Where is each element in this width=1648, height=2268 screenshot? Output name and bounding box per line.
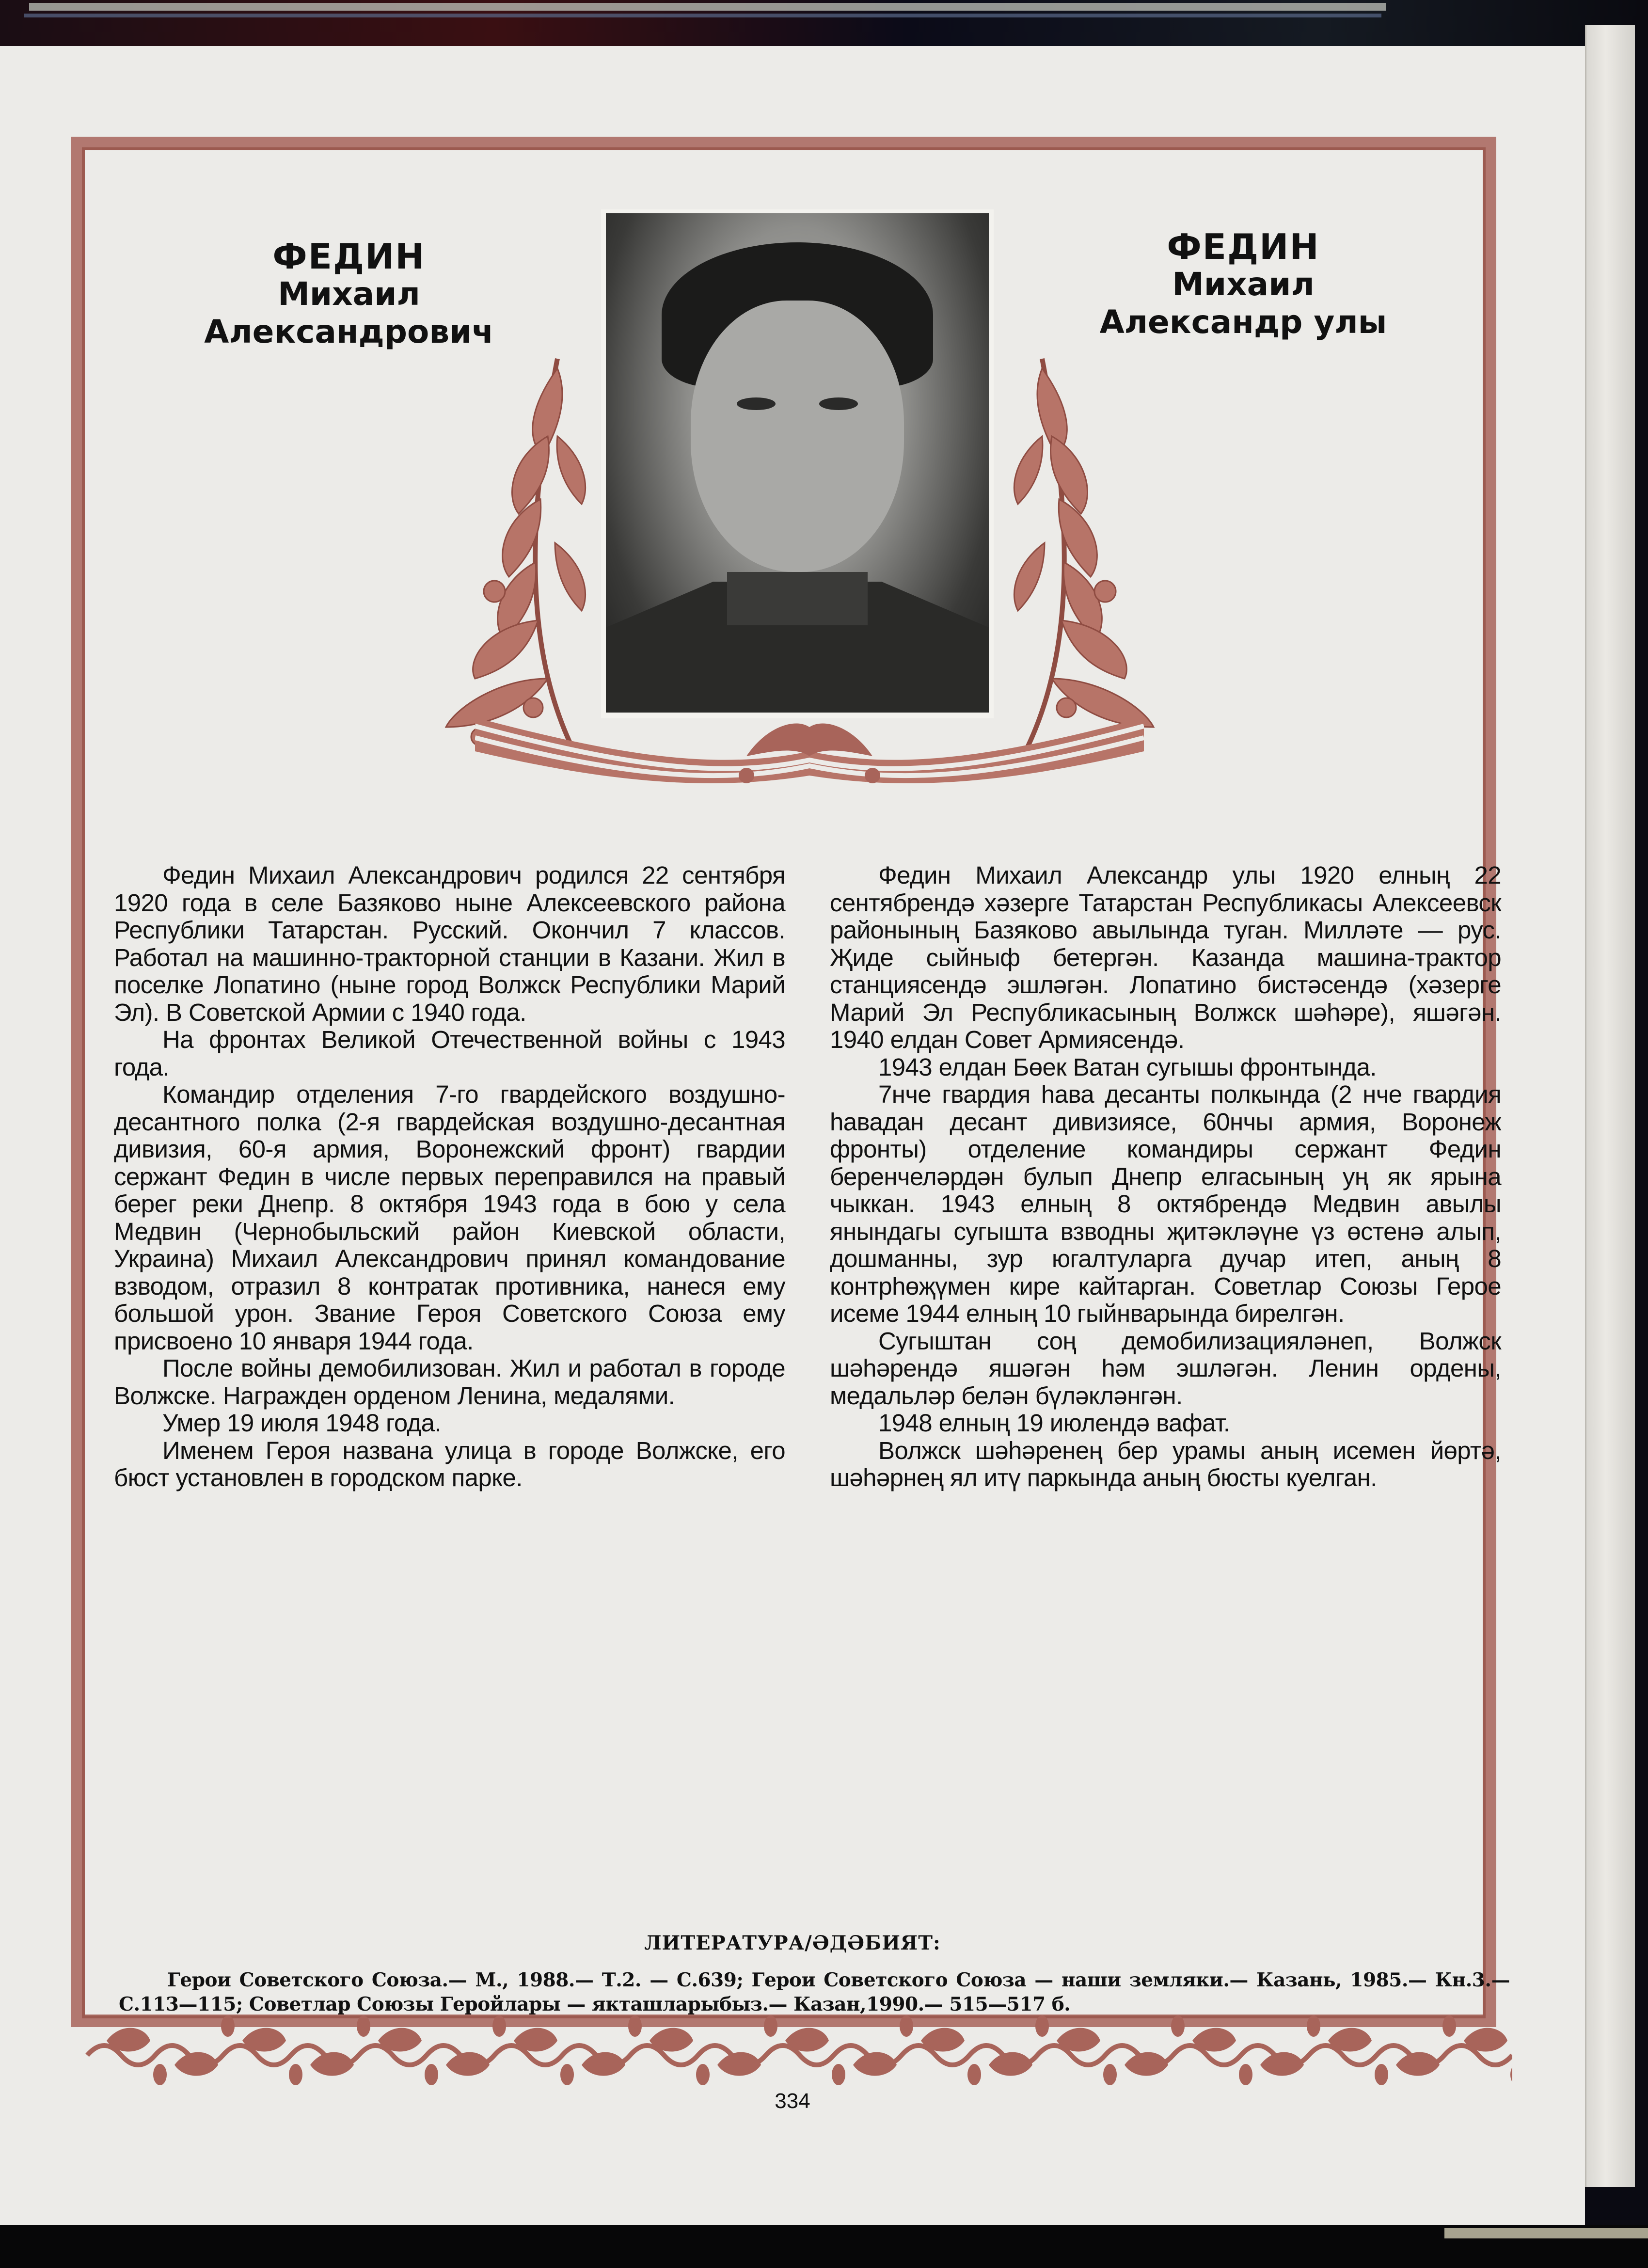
- paragraph: После войны демобилизован. Жил и работал в городе Волжске. Награжден орденом Ленина, медалями.: [114, 1354, 785, 1410]
- garland-leaf: [446, 2052, 490, 2076]
- garland-leaf: [582, 2052, 625, 2076]
- paragraph: 1943 елдан Бөек Ватан сугышы фронтында.: [878, 1053, 1377, 1081]
- paragraph: 1948 елның 19 июлендә вафат.: [878, 1409, 1230, 1437]
- bookmark-ribbon: [24, 14, 1381, 17]
- paragraph: На фронтах Великой Отечественной войны с 1943 года.: [114, 1026, 785, 1081]
- garland-bud: [900, 2015, 913, 2037]
- garland-bud: [1035, 2015, 1049, 2037]
- literature-references: Герои Советского Союза.— М., 1988.— Т.2. — С.639; Герои Советского Союза — наши земляки.— Казань, 1985.— Кн.3.— С.113—115; Советлар Союзы Геройлары — якташларыбыз.— Казан,1990.— 515—517 б.: [119, 1969, 1510, 2015]
- patronymic: Александр улы: [1099, 303, 1387, 341]
- bookmark-ribbon: [29, 3, 1386, 11]
- hero-name-russian: [204, 238, 494, 351]
- garland-bud: [628, 2015, 642, 2037]
- leaf-garland-ornament-icon: [78, 2012, 1512, 2089]
- garland-bud: [289, 2064, 302, 2085]
- patronymic: Александрович: [204, 313, 494, 350]
- hero-portrait-photo: [606, 213, 989, 713]
- garland-bud: [1239, 2064, 1252, 2085]
- garland-bud: [560, 2064, 574, 2085]
- garland-bud: [492, 2015, 506, 2037]
- page-stack-edge: [1585, 25, 1635, 2187]
- garland-bud: [1375, 2064, 1388, 2085]
- garland-leaf: [853, 2052, 897, 2076]
- paragraph: 7нче гвардия һава десанты полкында (2 нче гвардия һавадан десант дивизиясе, 60нчы армия, Воронеж фронты) отделение командиры сержант Федин беренчеләрдән булып Днепр елгасының уң як ярына чыккан. 1943 елның 8 октябрендә Медвин авылы янындагы сугышта взводны җитәкләүне үз өстенә алып, дошманны, зур югалтуларга дучар итеп, аның 8 контрһөҗүмен кире кайтарган. Советлар Союзы Герое исеме 1944 елның 10 гыйнварында бирелгән.: [830, 1080, 1501, 1327]
- garland-leaf: [1396, 2052, 1440, 2076]
- literature-heading: ЛИТЕРАТУРА/ӘДӘБИЯТ:: [644, 1932, 941, 1954]
- paragraph: Командир отделения 7-го гвардейского воздушно-десантного полка (2-я гвардейская воздушно-десантная дивизия, 60-я армия, Воронежский фронт) гвардии сержант Федин в числе первых переправился на правый берег реки Днепр. 8 октября 1943 года в бою у села Медвин (Чернобыльский район Киевской области, Украина) Михаил Александрович принял командование взводом, отразил 8 контратак противника, нанеся ему большой урон. Звание Героя Советского Союза ему присвоено 10 января 1944 года.: [114, 1080, 785, 1355]
- paragraph: Федин Михаил Александр улы 1920 елның 22 сентябрендә хәзерге Татарстан Республикасы Алексеевск районының Базяково авылында туган. Милләте — рус. Җиде сыйныф бетергән. Казанда машина-трактор станциясендә эшләгән. Лопатино бистәсендә (хәзерге Марий Эл Республикасының Волжск шәһәре), яшәгән. 1940 елдан Совет Армиясендә.: [830, 861, 1501, 1053]
- paragraph: Волжск шәһәренең бер урамы аның исемен йөртә, шәһәрнең ял итү паркында аның бюсты куелган.: [830, 1436, 1501, 1491]
- portrait-eye: [819, 397, 858, 410]
- paragraph: Умер 19 июля 1948 года.: [162, 1409, 441, 1437]
- garland-bud: [1103, 2064, 1117, 2085]
- garland-bud: [1171, 2015, 1185, 2037]
- garland-leaf: [989, 2052, 1032, 2076]
- scan-background-bottom: [0, 2225, 1648, 2268]
- garland-bud: [696, 2064, 710, 2085]
- garland-bud: [1442, 2015, 1456, 2037]
- garland-leaf: [717, 2052, 761, 2076]
- portrait-face: [691, 301, 904, 572]
- biography-russian: [114, 862, 785, 1492]
- paragraph: Федин Михаил Александрович родился 22 сентября 1920 года в селе Базяково ныне Алексеевского района Республики Татарстан. Русский. Окончил 7 классов. Работал на машинно-тракторной станции в Казани. Жил в поселке Лопатино (ныне город Волжск Республики Марий Эл). В Советской Армии с 1940 года.: [114, 861, 785, 1026]
- portrait-collar: [727, 572, 868, 625]
- garland-bud: [1307, 2015, 1320, 2037]
- garland-bud: [357, 2015, 370, 2037]
- garland-bud: [967, 2064, 981, 2085]
- scan-background-top: [0, 0, 1648, 48]
- garland-leaf: [174, 2052, 218, 2076]
- biography-tatar: [830, 862, 1501, 1492]
- garland-bud: [764, 2015, 777, 2037]
- garland-leaf: [1260, 2052, 1304, 2076]
- garland-bud: [1510, 2064, 1512, 2085]
- bookmark-tab: [1444, 2228, 1648, 2238]
- portrait-eye: [737, 397, 776, 410]
- garland-leaf: [1125, 2052, 1168, 2076]
- hero-name-tatar: [1062, 228, 1425, 341]
- paragraph: Сугыштан соң демобилизацияләнеп, Волжск шәһәрендә яшәгән һәм эшләгән. Ленин ордены, медальләр белән бүләкләнгән.: [830, 1327, 1501, 1410]
- garland-bud: [153, 2064, 167, 2085]
- surname: ФЕДИН: [272, 236, 426, 277]
- given-name: Михаил: [1172, 266, 1315, 303]
- garland-leaf: [310, 2052, 354, 2076]
- page-number: 334: [775, 2089, 810, 2113]
- garland-bud: [832, 2064, 845, 2085]
- surname: ФЕДИН: [1167, 226, 1320, 267]
- garland-bud: [221, 2015, 235, 2037]
- given-name: Михаил: [278, 275, 420, 313]
- garland-bud: [425, 2064, 438, 2085]
- paragraph: Именем Героя названа улица в городе Волжске, его бюст установлен в городском парке.: [114, 1436, 785, 1491]
